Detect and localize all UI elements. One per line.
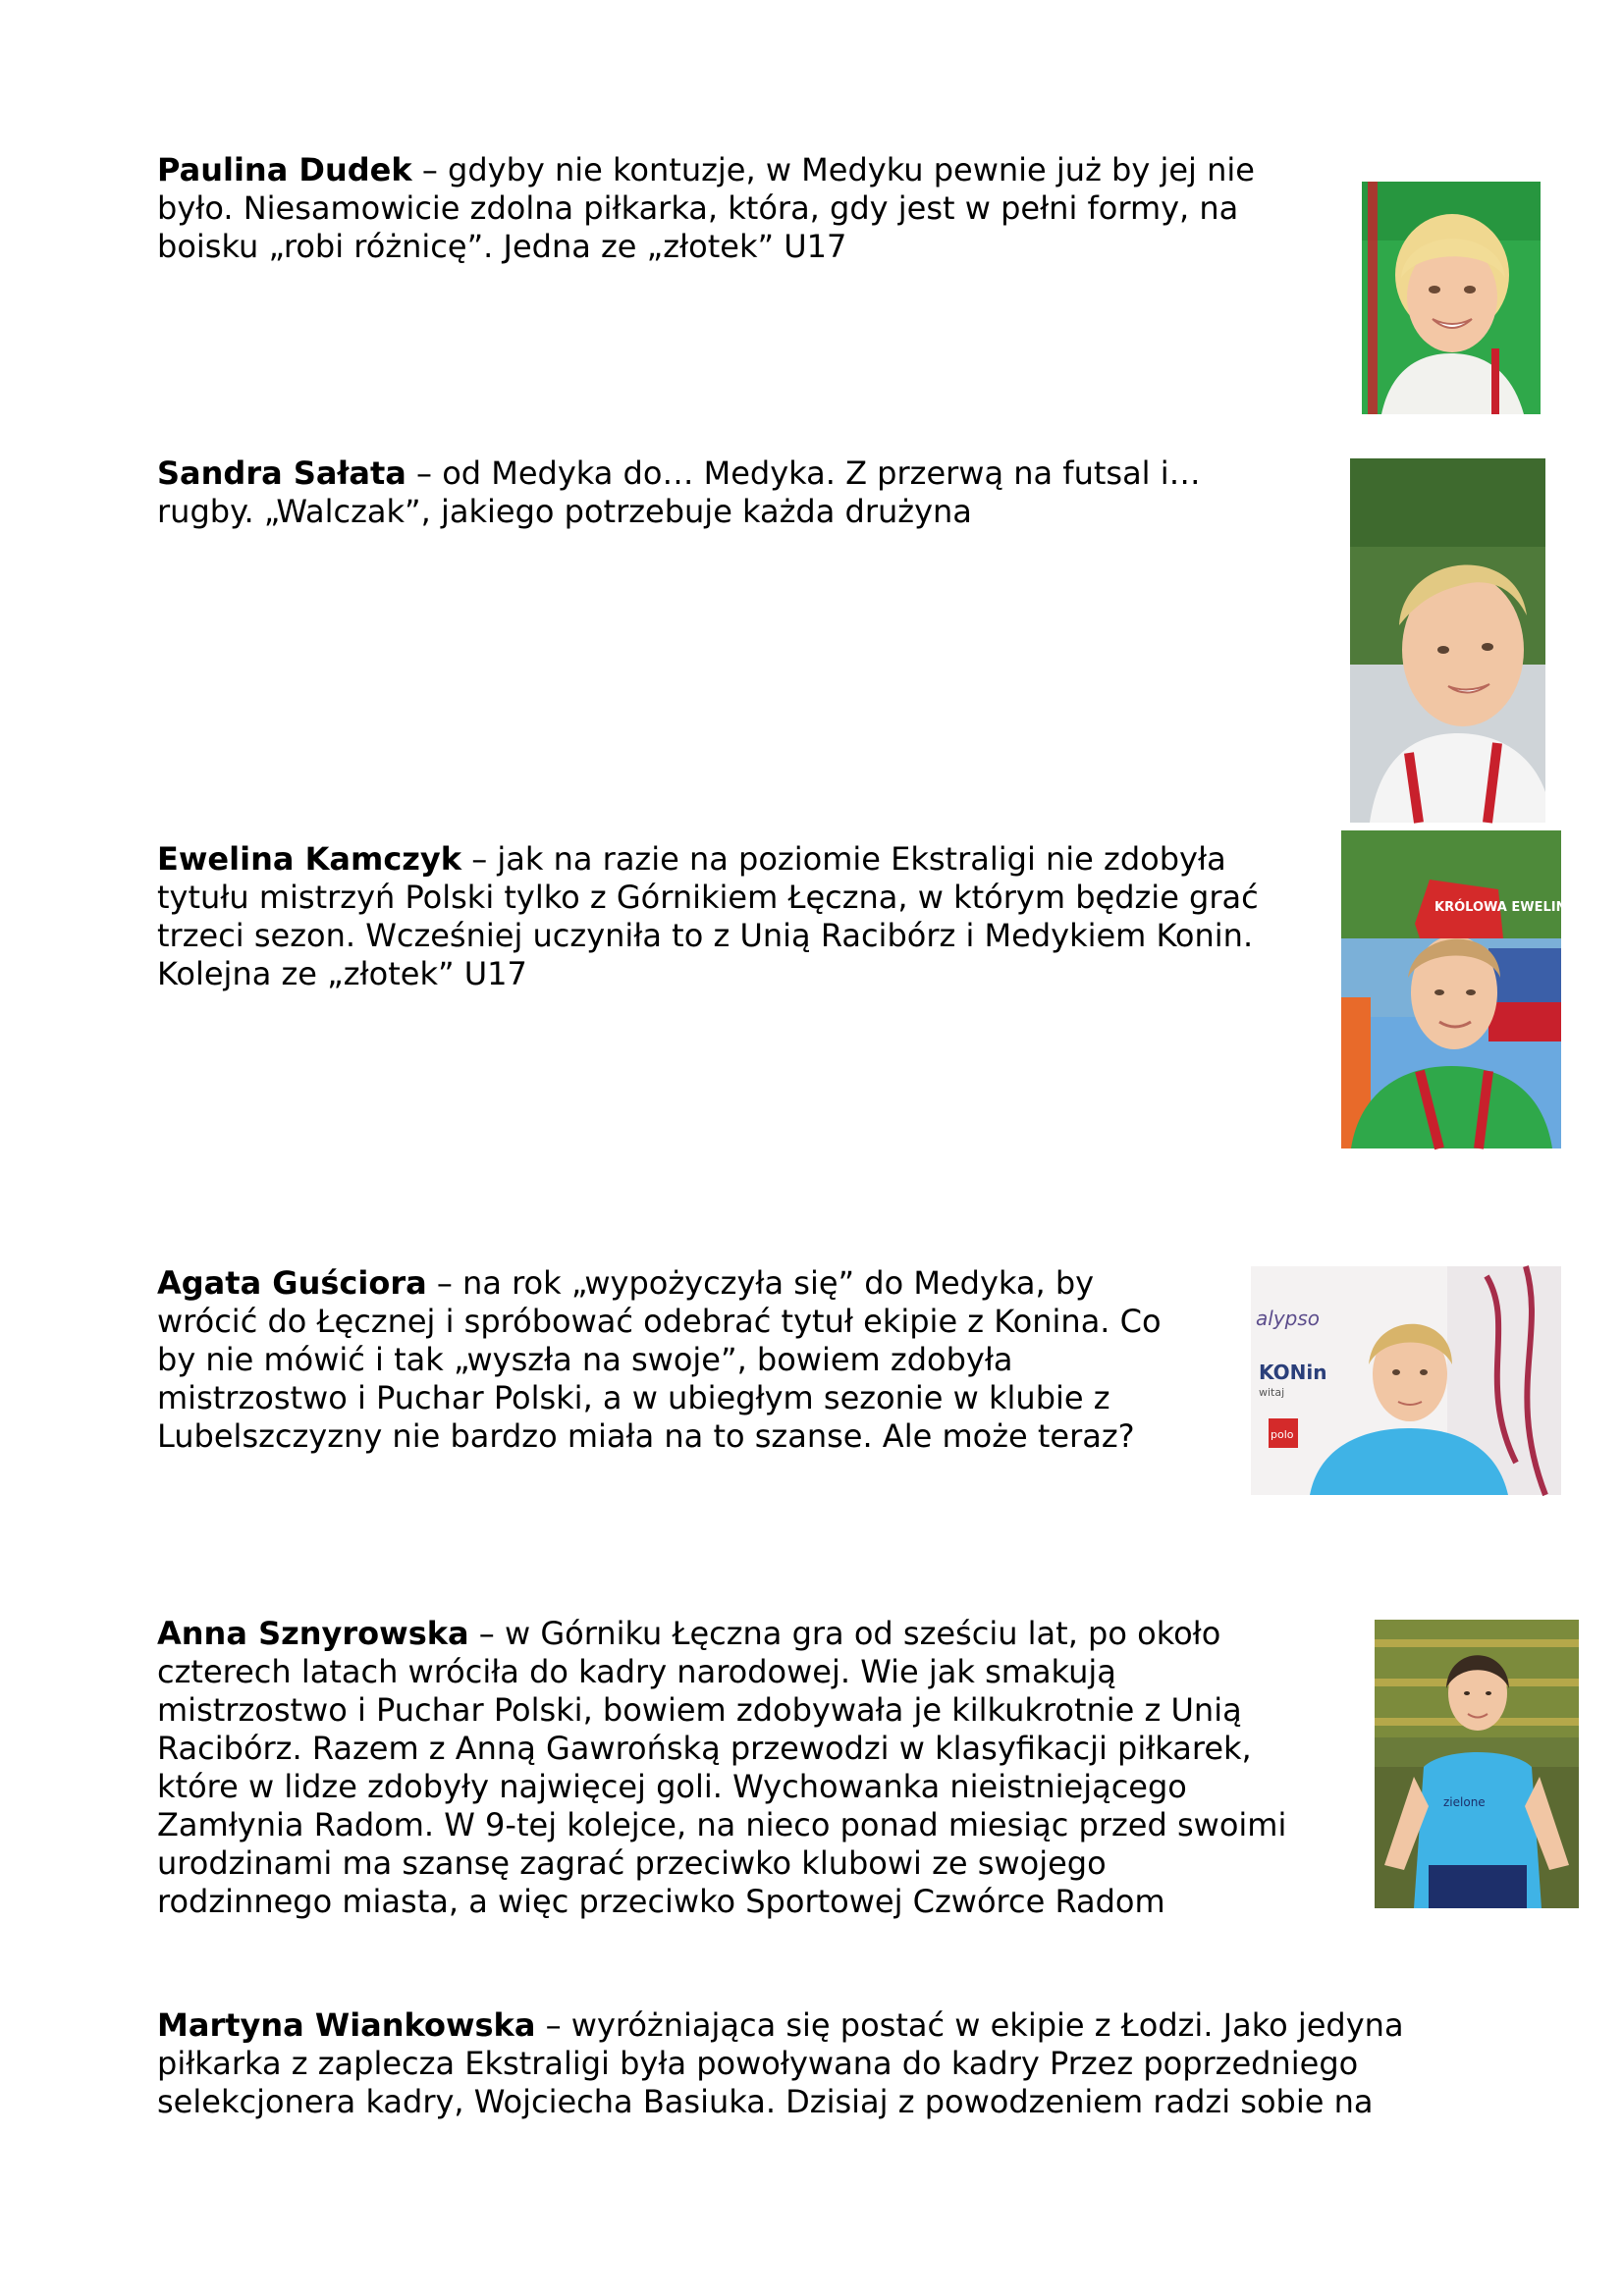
board-text: witaj bbox=[1259, 1386, 1285, 1399]
paragraph-line: – od Medyka do… Medyka. Z przerwą na futsal i… bbox=[406, 454, 1201, 492]
paragraph-line: – w Górniku Łęczna gra od sześciu lat, po około bbox=[468, 1615, 1221, 1652]
paragraph-line: trzeci sezon. Wcześniej uczyniła to z Unią Racibórz i Medykiem Konin. bbox=[157, 917, 1254, 954]
shirt-text: zielone bbox=[1443, 1795, 1486, 1809]
player-name: Anna Sznyrowska bbox=[157, 1615, 469, 1652]
player-paragraph-sznyrowska bbox=[157, 1615, 1286, 1921]
player-paragraph-wiankowska bbox=[157, 2006, 1404, 2121]
paragraph-line: mistrzostwo i Puchar Polski, bowiem zdobywała je kilkukrotnie z Unią bbox=[157, 1691, 1242, 1729]
paragraph-line: – na rok „wypożyczyła się” do Medyka, by bbox=[426, 1264, 1095, 1302]
paragraph-line: tytułu mistrzyń Polski tylko z Górnikiem Łęczna, w którym będzie grać bbox=[157, 879, 1259, 916]
paragraph-line: rugby. „Walczak”, jakiego potrzebuje każda drużyna bbox=[157, 493, 972, 530]
paragraph-line: Lubelszczyzny nie bardzo miała na to szanse. Ale może teraz? bbox=[157, 1417, 1135, 1455]
paragraph-line: boisku „robi różnicę”. Jedna ze „złotek” U17 bbox=[157, 228, 847, 265]
board-text: KONin bbox=[1259, 1361, 1327, 1384]
paragraph-line: Zamłynia Radom. W 9-tej kolejce, na nieco ponad miesiąc przed swoimi bbox=[157, 1806, 1287, 1843]
player-name: Agata Guściora bbox=[157, 1264, 427, 1302]
photo-anna-sznyrowska bbox=[1375, 1620, 1579, 1908]
crown-text: KRÓLOWA EWELINA bbox=[1434, 900, 1577, 915]
paragraph-line: by nie mówić i tak „wyszła na swoje”, bowiem zdobyła bbox=[157, 1341, 1013, 1378]
player-name: Sandra Sałata bbox=[157, 454, 406, 492]
paragraph-line: – wyróżniająca się postać w ekipie z Łodzi. Jako jedyna bbox=[535, 2006, 1404, 2044]
player-paragraph-gusciora bbox=[157, 1264, 1162, 1456]
photo-agata-gusciora bbox=[1251, 1266, 1561, 1495]
paragraph-line: urodzinami ma szansę zagrać przeciwko klubowi ze swojego bbox=[157, 1844, 1107, 1882]
photo-ewelina-kamczyk bbox=[1341, 830, 1577, 1148]
paragraph-line: rodzinnego miasta, a więc przeciwko Sportowej Czwórce Radom bbox=[157, 1883, 1165, 1920]
paragraph-line: Kolejna ze „złotek” U17 bbox=[157, 955, 527, 992]
paragraph-line: wrócić do Łęcznej i spróbować odebrać tytuł ekipie z Konina. Co bbox=[157, 1303, 1162, 1340]
paragraph-line: czterech latach wróciła do kadry narodowej. Wie jak smakują bbox=[157, 1653, 1116, 1690]
paragraph-line: mistrzostwo i Puchar Polski, a w ubiegłym sezonie w klubie z bbox=[157, 1379, 1110, 1416]
photo-sandra-salata bbox=[1350, 458, 1545, 823]
player-paragraph-dudek bbox=[157, 151, 1255, 266]
paragraph-line: piłkarka z zaplecza Ekstraligi była powoływana do kadry Przez poprzedniego bbox=[157, 2045, 1359, 2082]
paragraph-line: – gdyby nie kontuzje, w Medyku pewnie już by jej nie bbox=[411, 151, 1255, 188]
player-paragraph-kamczyk bbox=[157, 840, 1259, 993]
paragraph-line: Racibórz. Razem z Anną Gawrońską przewodzi w klasyfikacji piłkarek, bbox=[157, 1730, 1252, 1767]
board-text: polo bbox=[1271, 1428, 1294, 1441]
board-text: alypso bbox=[1256, 1307, 1320, 1330]
paragraph-line: selekcjonera kadry, Wojciecha Basiuka. Dzisiaj z powodzeniem radzi sobie na bbox=[157, 2083, 1374, 2120]
player-name: Ewelina Kamczyk bbox=[157, 840, 462, 878]
player-name: Paulina Dudek bbox=[157, 151, 412, 188]
player-name: Martyna Wiankowska bbox=[157, 2006, 536, 2044]
paragraph-line: które w lidze zdobyły najwięcej goli. Wychowanka nieistniejącego bbox=[157, 1768, 1187, 1805]
paragraph-line: było. Niesamowicie zdolna piłkarka, która, gdy jest w pełni formy, na bbox=[157, 189, 1239, 227]
paragraph-line: – jak na razie na poziomie Ekstraligi nie zdobyła bbox=[461, 840, 1226, 878]
photo-paulina-dudek bbox=[1362, 182, 1541, 414]
player-paragraph-salata bbox=[157, 454, 1201, 531]
